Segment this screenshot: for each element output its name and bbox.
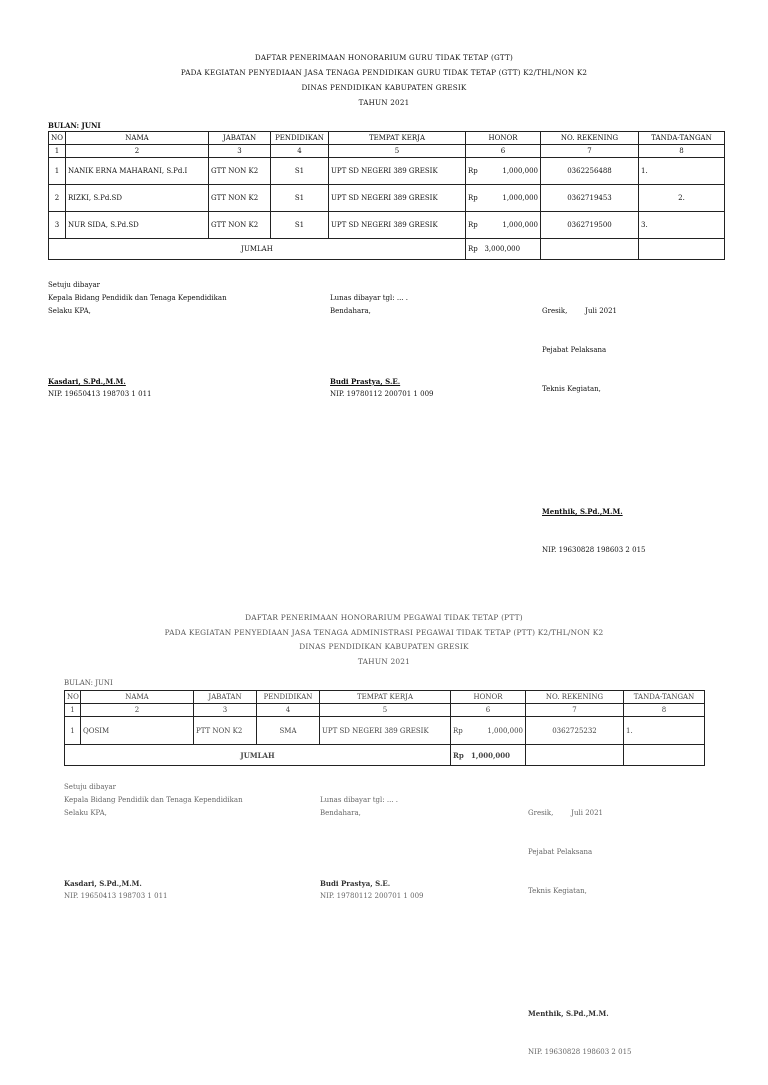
currency-label: Rp (453, 750, 464, 760)
signature-line: Teknis Kegiatan, (528, 887, 587, 895)
total-honor (466, 239, 541, 260)
total-honor (451, 745, 526, 766)
signature-line: Lunas dibayar tgl: ... . (320, 796, 398, 804)
honor-value: 1,000,000 (502, 167, 538, 175)
month-label: BULAN: JUNI (48, 121, 101, 130)
col-header-tanda-tangan: TANDA-TANGAN (639, 132, 725, 145)
table-header-row (65, 691, 705, 704)
signature-line (330, 279, 433, 292)
col-number: 5 (329, 145, 466, 158)
signatory-nip: NIP. 19780112 200701 1 009 (320, 892, 424, 900)
row-pendidikan: S1 (271, 185, 329, 212)
row-tanda-tangan: 1. (639, 158, 725, 185)
col-number: 6 (466, 145, 541, 158)
row-tempat-kerja: UPT SD NEGERI 389 GRESIK (329, 185, 466, 212)
currency-label: Rp (468, 221, 478, 229)
currency-label: Rp (453, 726, 463, 735)
col-header-jabatan: JABATAN (209, 132, 271, 145)
signature-block-pptk (542, 279, 645, 583)
row-honor (466, 158, 541, 185)
total-empty-cell (526, 745, 624, 766)
col-number: 3 (209, 145, 271, 158)
title-line: PADA KEGIATAN PENYEDIAAN JASA TENAGA ADMINISTRASI PEGAWAI TIDAK TETAP (PTT) K2/THL/NON K2 (164, 627, 604, 637)
row-honor (451, 717, 526, 745)
currency-label: Rp (468, 245, 478, 253)
row-pendidikan: S1 (271, 212, 329, 239)
row-pendidikan: S1 (271, 158, 329, 185)
signature-block-kpa (64, 781, 243, 903)
signature-line: Pejabat Pelaksana (528, 848, 593, 856)
col-number: 8 (624, 704, 705, 717)
row-no: 2 (49, 185, 66, 212)
total-empty-cell (639, 239, 725, 260)
document-section-ptt (0, 611, 768, 1056)
signature-line: Teknis Kegiatan, (542, 385, 601, 393)
signatory-nip: NIP. 19630828 198603 2 015 (542, 546, 646, 554)
total-empty-cell (541, 239, 639, 260)
signatory-nip: NIP. 19630828 198603 2 015 (528, 1048, 632, 1056)
row-tanda-tangan: 3. (639, 212, 725, 239)
col-number: 4 (271, 145, 329, 158)
col-header-pendidikan: PENDIDIKAN (271, 132, 329, 145)
total-empty-cell (624, 745, 705, 766)
row-nama: RIZKI, S.Pd.SD (66, 185, 209, 212)
signature-line: Setuju dibayar (48, 281, 101, 289)
signature-line: Setuju dibayar (64, 783, 117, 791)
row-rekening: 0362719453 (541, 185, 639, 212)
col-number: 7 (541, 145, 639, 158)
title-line: DAFTAR PENERIMAAN HONORARIUM PEGAWAI TIDAK TETAP (PTT) (245, 613, 523, 622)
table-header-row (49, 132, 725, 145)
column-number-row (49, 145, 725, 158)
col-number: 3 (194, 704, 257, 717)
signatory-name: Kasdari, S.Pd.,M.M. (48, 377, 126, 386)
title-line: TAHUN 2021 (358, 98, 410, 107)
signature-line: Pejabat Pelaksana (542, 346, 607, 354)
table-row (49, 185, 725, 212)
col-header-rekening: NO. REKENING (526, 691, 624, 704)
row-rekening: 0362725232 (526, 717, 624, 745)
total-row (65, 745, 705, 766)
signature-line: Bendahara, (320, 809, 361, 817)
row-pendidikan: SMA (257, 717, 320, 745)
col-number: 2 (81, 704, 194, 717)
row-jabatan: GTT NON K2 (209, 185, 271, 212)
row-honor (466, 185, 541, 212)
row-jabatan: PTT NON K2 (194, 717, 257, 745)
col-number: 6 (451, 704, 526, 717)
signature-block-bendahara (330, 279, 433, 401)
signature-line: Kepala Bidang Pendidik dan Tenaga Kependidikan (48, 294, 227, 302)
col-number: 1 (65, 704, 81, 717)
honor-value: 1,000,000 (487, 726, 523, 735)
currency-label: Rp (468, 167, 478, 175)
document-section-gtt (0, 50, 768, 554)
total-label: JUMLAH (49, 239, 466, 260)
total-value: 3,000,000 (484, 245, 521, 253)
signature-line: Kepala Bidang Pendidik dan Tenaga Kependidikan (64, 796, 243, 804)
table-row (65, 717, 705, 745)
total-row (49, 239, 725, 260)
signatory-nip: NIP. 19650413 198703 1 011 (48, 390, 152, 398)
signature-line: Selaku KPA, (48, 307, 91, 315)
row-tempat-kerja: UPT SD NEGERI 389 GRESIK (329, 158, 466, 185)
signature-block-bendahara (320, 781, 423, 903)
row-rekening: 0362719500 (541, 212, 639, 239)
col-number: 8 (639, 145, 725, 158)
document-title (0, 611, 768, 669)
row-nama: NUR SIDA, S.Pd.SD (66, 212, 209, 239)
col-header-honor: HONOR (451, 691, 526, 704)
col-number: 7 (526, 704, 624, 717)
row-jabatan: GTT NON K2 (209, 212, 271, 239)
row-tanda-tangan: 2. (639, 185, 725, 212)
col-header-tempat-kerja: TEMPAT KERJA (320, 691, 451, 704)
total-value: 1,000,000 (471, 750, 510, 760)
row-no: 3 (49, 212, 66, 239)
title-line: PADA KEGIATAN PENYEDIAAN JASA TENAGA PENDIDIKAN GURU TIDAK TETAP (GTT) K2/THL/NON K2 (180, 68, 588, 77)
col-number: 2 (66, 145, 209, 158)
signature-block-pptk (528, 781, 631, 1085)
honorarium-table (48, 131, 725, 260)
title-line: DINAS PENDIDIKAN KABUPATEN GRESIK (301, 83, 467, 92)
document-title (0, 50, 768, 110)
row-jabatan: GTT NON K2 (209, 158, 271, 185)
signature-line: Selaku KPA, (64, 809, 107, 817)
signatory-name: Budi Prastya, S.E. (320, 879, 391, 888)
col-header-nama: NAMA (81, 691, 194, 704)
col-number: 5 (320, 704, 451, 717)
title-line: TAHUN 2021 (357, 656, 411, 666)
signature-line: Lunas dibayar tgl: ... . (330, 294, 408, 302)
signatory-name: Menthik, S.Pd.,M.M. (528, 1009, 609, 1018)
col-header-no: NO (49, 132, 66, 145)
col-header-honor: HONOR (466, 132, 541, 145)
signatory-name: Menthik, S.Pd.,M.M. (542, 507, 623, 516)
col-header-pendidikan: PENDIDIKAN (257, 691, 320, 704)
honorarium-table (64, 690, 705, 766)
row-rekening: 0362256488 (541, 158, 639, 185)
row-nama: NANIK ERNA MAHARANI, S.Pd.I (66, 158, 209, 185)
col-header-nama: NAMA (66, 132, 209, 145)
signature-line: Gresik, Juli 2021 (542, 307, 618, 315)
row-nama: QOSIM (81, 717, 194, 745)
signature-block-kpa (48, 279, 227, 401)
signature-line (320, 781, 423, 794)
signatory-nip: NIP. 19780112 200701 1 009 (330, 390, 434, 398)
row-tempat-kerja: UPT SD NEGERI 389 GRESIK (320, 717, 451, 745)
row-no: 1 (49, 158, 66, 185)
signatory-name: Kasdari, S.Pd.,M.M. (64, 879, 142, 888)
signatory-nip: NIP. 19650413 198703 1 011 (64, 892, 168, 900)
table-row (49, 158, 725, 185)
row-no: 1 (65, 717, 81, 745)
col-number: 4 (257, 704, 320, 717)
col-header-tempat-kerja: TEMPAT KERJA (329, 132, 466, 145)
col-header-tanda-tangan: TANDA-TANGAN (624, 691, 705, 704)
signature-line: Bendahara, (330, 307, 371, 315)
title-line: DAFTAR PENERIMAAN HONORARIUM GURU TIDAK TETAP (GTT) (254, 53, 514, 62)
title-line: DINAS PENDIDIKAN KABUPATEN GRESIK (299, 642, 469, 651)
col-header-jabatan: JABATAN (194, 691, 257, 704)
total-label: JUMLAH (65, 745, 451, 766)
signature-line: Gresik, Juli 2021 (528, 809, 604, 817)
honor-value: 1,000,000 (502, 221, 538, 229)
col-header-no: NO (65, 691, 81, 704)
col-number: 1 (49, 145, 66, 158)
column-number-row (65, 704, 705, 717)
month-label: BULAN: JUNI (64, 679, 113, 687)
honor-value: 1,000,000 (502, 194, 538, 202)
row-tanda-tangan: 1. (624, 717, 705, 745)
table-row (49, 212, 725, 239)
row-honor (466, 212, 541, 239)
signatory-name: Budi Prastya, S.E. (330, 377, 401, 386)
col-header-rekening: NO. REKENING (541, 132, 639, 145)
currency-label: Rp (468, 194, 478, 202)
row-tempat-kerja: UPT SD NEGERI 389 GRESIK (329, 212, 466, 239)
